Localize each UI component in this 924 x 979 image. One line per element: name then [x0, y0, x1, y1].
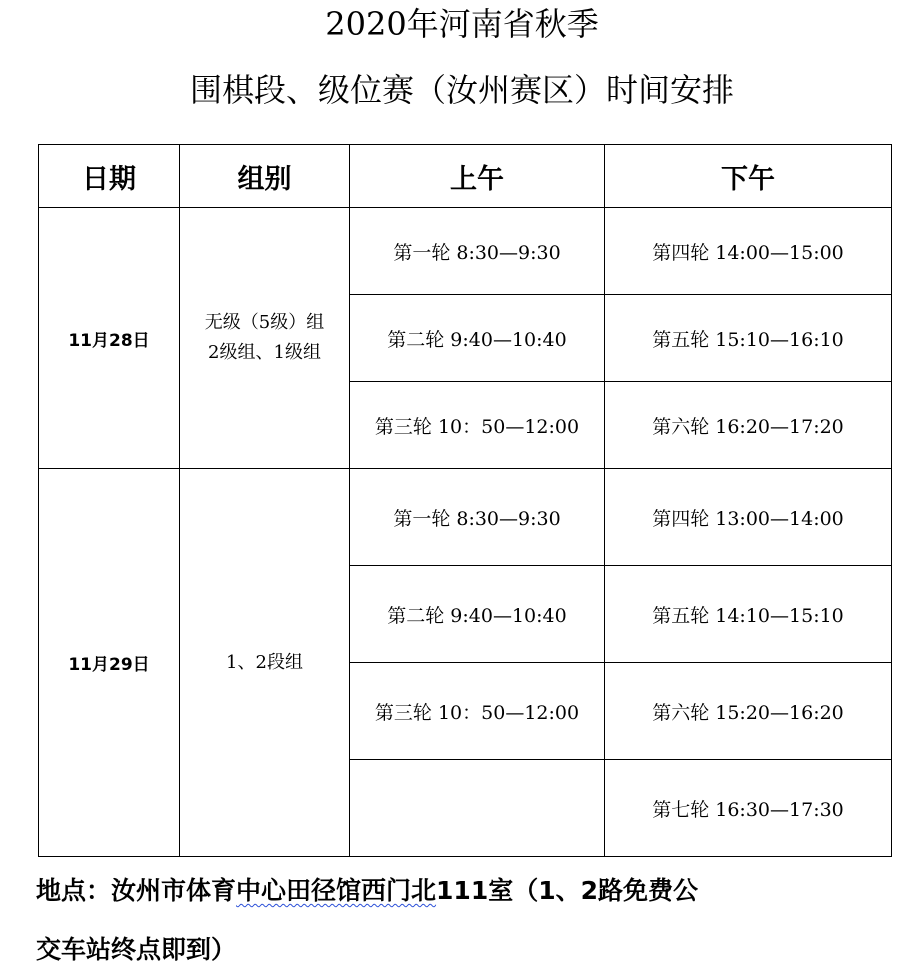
day2-morning-round3: 第三轮 10：50—12:00: [350, 663, 605, 760]
table-row: [39, 469, 892, 566]
day1-afternoon-round5: 第五轮 15:10—16:10: [605, 295, 892, 382]
location-prefix: 地点：汝州市体育: [36, 876, 237, 905]
document-title-line1: 2020年河南省秋季: [325, 5, 599, 43]
header-group: 组别: [180, 145, 350, 208]
day2-morning-round1: 第一轮 8:30—9:30: [350, 469, 605, 566]
location-line2: 交车站终点即到）: [36, 935, 237, 964]
day1-morning-round3: 第三轮 10：50—12:00: [350, 382, 605, 469]
day1-group: [180, 208, 350, 469]
location-suffix: 111室（1、2路免费公: [436, 876, 699, 905]
day2-group: 1、2段组: [180, 469, 350, 857]
day1-group-line2: 2级组、1级组: [208, 342, 321, 363]
header-date: 日期: [39, 145, 180, 208]
header-afternoon: 下午: [605, 145, 892, 208]
document-title-line2: 围棋段、级位赛（汝州赛区）时间安排: [189, 71, 734, 109]
day1-group-line1: 无级（5级）组: [204, 312, 325, 333]
day1-morning-round1: 第一轮 8:30—9:30: [350, 208, 605, 295]
day2-date: 11月29日: [39, 469, 180, 857]
day1-afternoon-round4: 第四轮 14:00—15:00: [605, 208, 892, 295]
location-line1: [36, 876, 896, 906]
day2-morning-round2: 第二轮 9:40—10:40: [350, 566, 605, 663]
day1-date: 11月28日: [39, 208, 180, 469]
header-morning: 上午: [350, 145, 605, 208]
day2-afternoon-round7: 第七轮 16:30—17:30: [605, 760, 892, 857]
schedule-table: [38, 144, 892, 857]
day2-morning-empty: [350, 760, 605, 857]
day1-afternoon-round6: 第六轮 16:20—17:20: [605, 382, 892, 469]
day2-afternoon-round4: 第四轮 13:00—14:00: [605, 469, 892, 566]
day2-afternoon-round5: 第五轮 14:10—15:10: [605, 566, 892, 663]
day1-morning-round2: 第二轮 9:40—10:40: [350, 295, 605, 382]
location-underlined-text: 中心田径馆西门北: [236, 876, 437, 905]
day2-afternoon-round6: 第六轮 15:20—16:20: [605, 663, 892, 760]
table-header-row: [39, 145, 892, 208]
table-row: [39, 208, 892, 295]
